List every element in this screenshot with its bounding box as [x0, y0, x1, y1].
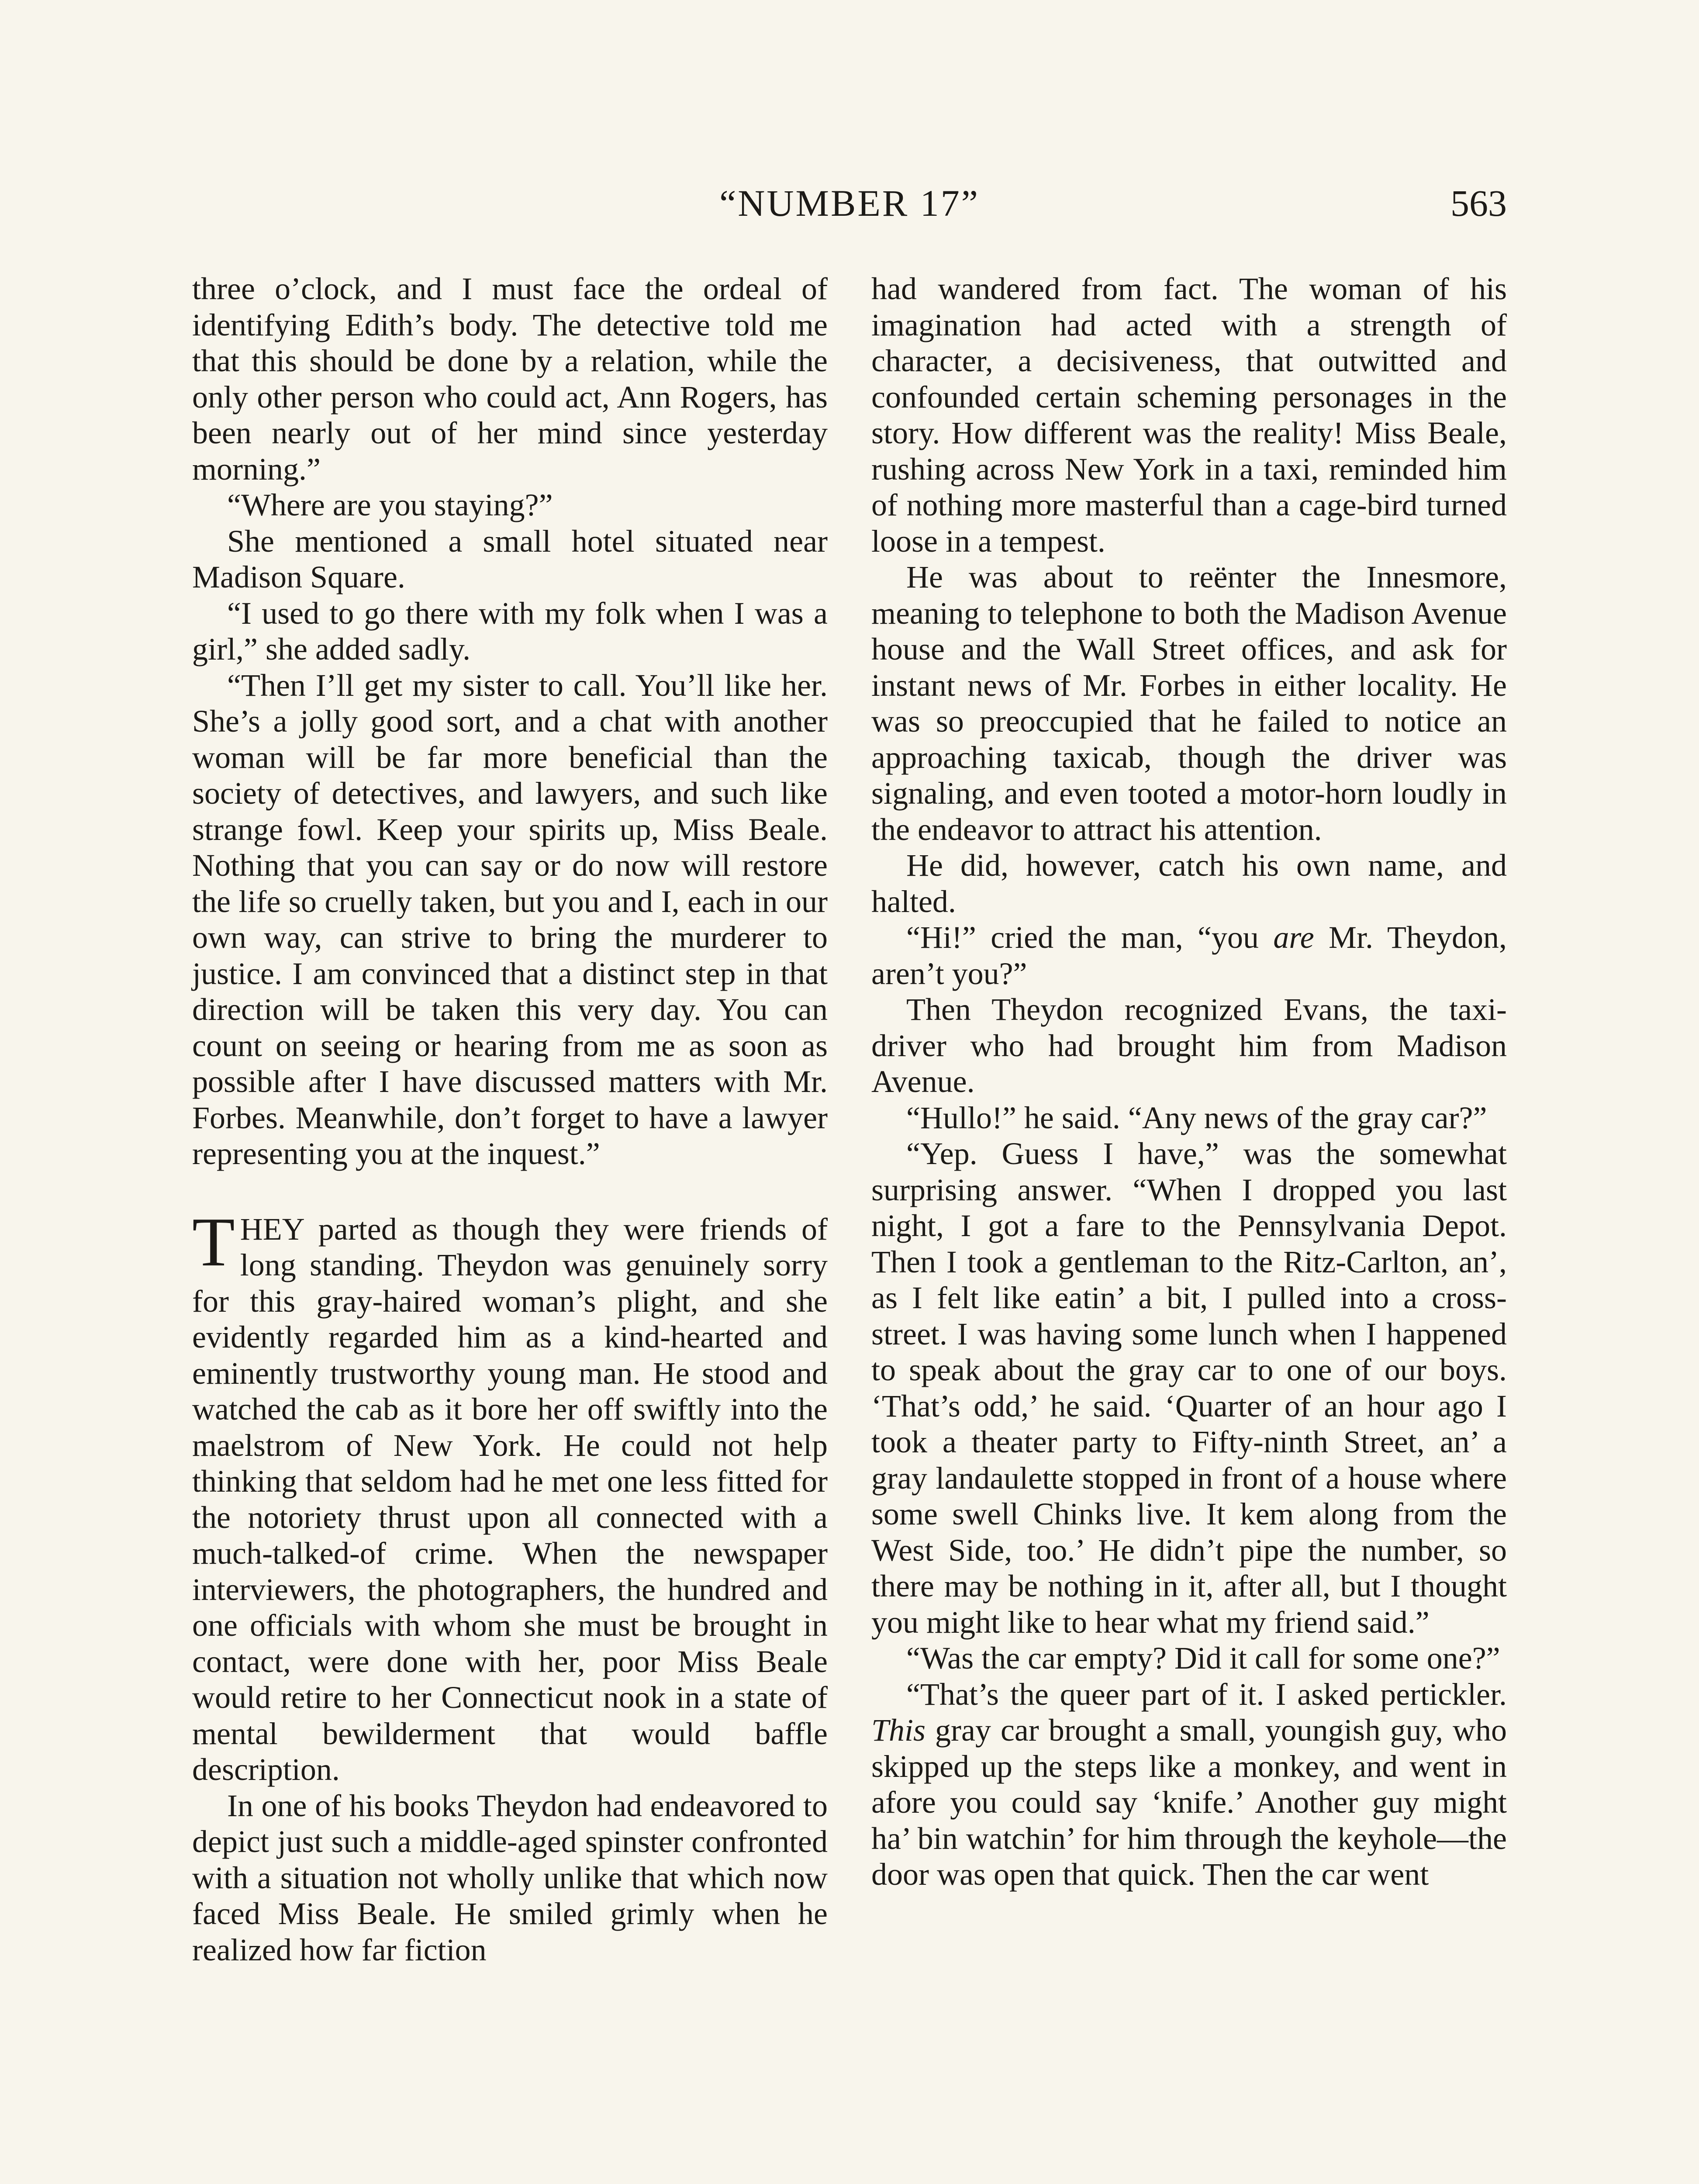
- paragraph: “Where are you staying?”: [227, 487, 553, 522]
- paragraph-text: “Hi!” cried the man, “you: [906, 920, 1274, 955]
- paragraph: “Yep. Guess I have,” was the somewhat surprising answer. “When I dropped you last night, I got a fare to the Pennsylvania Depot. Then I took a gentleman to the Ritz-Carlton, an’, as I felt like eatin’ a bit, I pulled into a cross-street. I was having some lunch when I happened to speak about the gray car to one of our boys. ‘That’s odd,’ he said. ‘Quarter of an hour ago I took a theater party to Fifty-ninth Street, an’ a gray landaulette stopped in front of a house where some swell Chinks live. It kem along from the West Side, too.’ He didn’t pipe the number, so there may be nothing in it, after all, but I thought you might like to hear what my friend said.”: [871, 1136, 1507, 1640]
- paragraph: “Then I’ll get my sister to call. You’ll like her. She’s a jolly good sort, and a chat with another woman will be far more beneficial than the society of detectives, and lawyers, and such like strange fowl. Keep your spirits up, Miss Beale. Nothing that you can say or do now will restore the life so cruelly taken, but you and I, each in our own way, can strive to bring the murderer to justice. I am convinced that a distinct step in that direction will be taken this very day. You can count on seeing or hearing from me as soon as possible after I have discussed matters with Mr. Forbes. Meanwhile, don’t forget to have a lawyer representing you at the inquest.”: [192, 667, 828, 1171]
- paragraph: He did, however, catch his own name, and halted.: [871, 848, 1507, 919]
- paragraph-text: Mr. Theydon, aren’t you?”: [871, 920, 1507, 991]
- page-header: [192, 175, 1507, 232]
- emphasis: are: [1273, 920, 1314, 955]
- paragraph: [871, 1676, 1507, 1893]
- paragraph: She mentioned a small hotel situated near Madison Square.: [192, 523, 828, 594]
- paragraph: In one of his books Theydon had endeavored to depict just such a middle-aged spinster confronted with a situation not wholly unlike that which now faced Miss Beale. He smiled grimly when he realized how far fiction: [192, 1788, 828, 1967]
- paragraph: three o’clock, and I must face the ordeal of identifying Edith’s body. The detective told me that this should be done by a relation, while the only other person who could act, Ann Rogers, has been nearly out of her mind since yesterday morning.”: [192, 271, 828, 487]
- paragraph: “Was the car empty? Did it call for some one?”: [906, 1641, 1500, 1676]
- left-column: [192, 271, 828, 1968]
- paragraph-text: gray car brought a small, youngish guy, who skipped up the steps like a monkey, and went in afore you could say ‘knife.’ Another guy might ha’ bin watchin’ for him through the keyhole—the door was open that quick. Then the car went: [871, 1713, 1507, 1892]
- paragraph-text: “That’s the queer part of it. I asked pertickler.: [906, 1676, 1507, 1712]
- section-start-paragraph: [192, 1203, 828, 1788]
- paragraph: “I used to go there with my folk when I was a girl,” she added sadly.: [192, 595, 828, 667]
- drop-cap: T: [192, 1203, 235, 1281]
- paragraph: [871, 919, 1507, 992]
- right-column: [871, 271, 1507, 1893]
- emphasis: This: [871, 1713, 926, 1748]
- running-title: “NUMBER 17”: [719, 182, 980, 224]
- page-number: 563: [1450, 182, 1507, 224]
- paragraph-text: HEY parted as though they were friends of long standing. Theydon was genuinely sorry for this gray-haired woman’s plight, and she evidently regarded him as a kind-hearted and eminently trustworthy young man. He stood and watched the cab as it bore her off swiftly into the maelstrom of New York. He could not help thinking that seldom had he met one less fitted for the notoriety thrust upon all connected with a much-talked-of crime. When the newspaper interviewers, the photographers, the hundred and one officials with whom she must be brought in contact, were done with her, poor Miss Beale would retire to her Connecticut nook in a state of mental bewilderment that would baffle description.: [192, 1211, 828, 1787]
- paragraph: had wandered from fact. The woman of his imagination had acted with a strength of character, a decisiveness, that outwitted and confounded certain scheming personages in the story. How different was the reality! Miss Beale, rushing across New York in a taxi, reminded him of nothing more masterful than a cage-bird turned loose in a tempest.: [871, 271, 1507, 559]
- paragraph: He was about to reënter the Innesmore, meaning to telephone to both the Madison Avenue house and the Wall Street offices, and ask for instant news of Mr. Forbes in either locality. He was so preoccupied that he failed to notice an approaching taxicab, though the driver was signaling, and even tooted a motor-horn loudly in the endeavor to attract his attention.: [871, 560, 1507, 847]
- paragraph: “Hullo!” he said. “Any news of the gray car?”: [906, 1100, 1487, 1135]
- paragraph: Then Theydon recognized Evans, the taxi-driver who had brought him from Madison Avenue.: [871, 992, 1507, 1099]
